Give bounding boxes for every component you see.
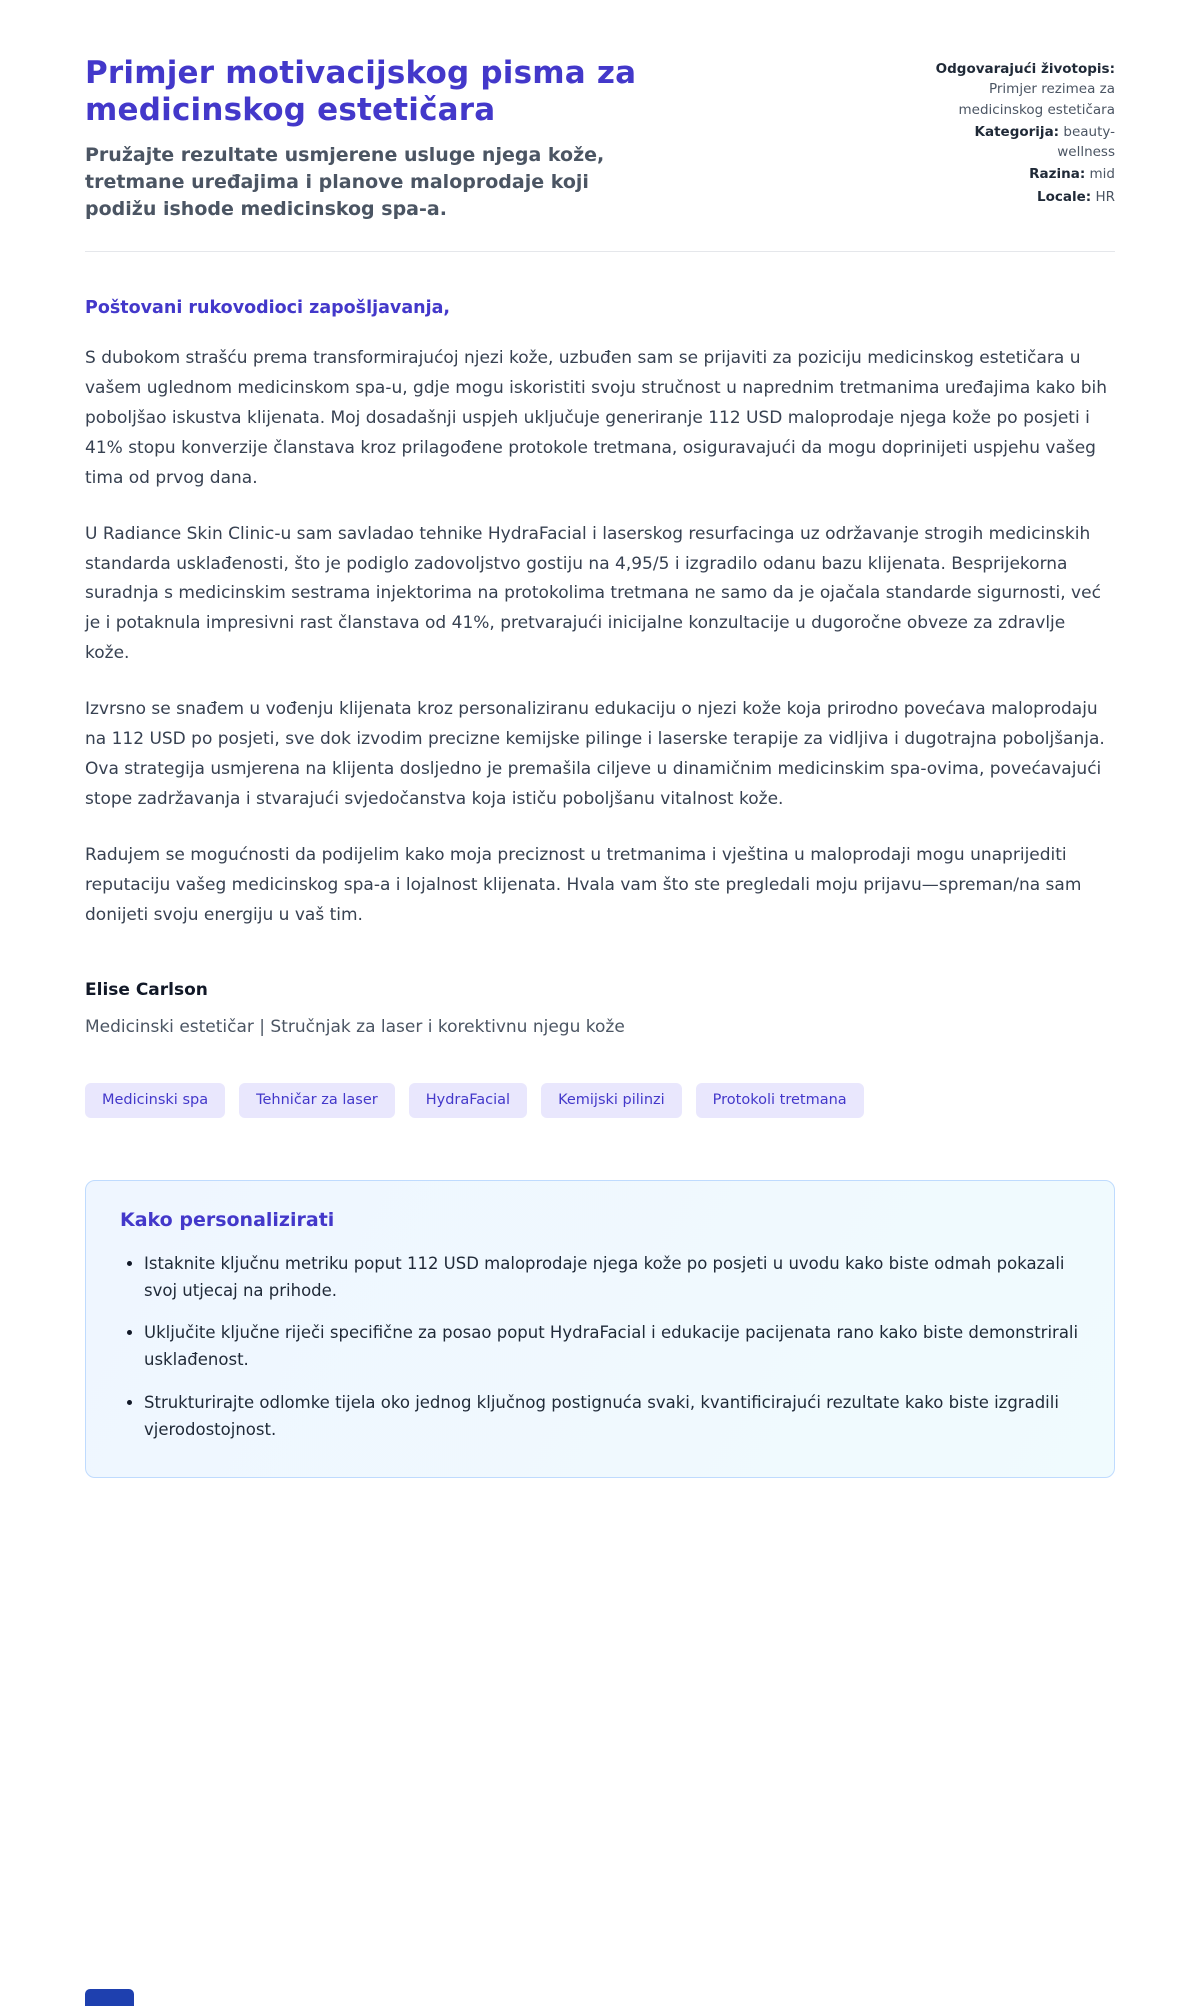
tag-protokoli-tretmana[interactable]: Protokoli tretmana	[696, 1083, 864, 1118]
meta-locale-value: HR	[1095, 188, 1115, 205]
meta-matching-resume-label: Odgovarajući životopis:	[935, 61, 1115, 77]
tag-kemijski-pilinzi[interactable]: Kemijski pilinzi	[541, 1083, 682, 1118]
header-title-block	[85, 55, 745, 223]
tag-list	[85, 1083, 1115, 1118]
header-divider	[85, 251, 1115, 252]
tag-medicinski-spa[interactable]: Medicinski spa	[85, 1083, 225, 1118]
meta-category	[920, 122, 1115, 163]
meta-level	[920, 164, 1115, 184]
meta-locale	[920, 187, 1115, 207]
callout-list	[120, 1251, 1080, 1443]
meta-matching-resume	[920, 59, 1115, 120]
personalization-callout	[85, 1180, 1115, 1478]
meta-category-value: beauty-wellness	[1057, 123, 1115, 160]
meta-locale-label: Locale:	[1036, 188, 1092, 205]
letter-body	[85, 298, 1115, 1037]
letter-paragraph: U Radiance Skin Clinic-u sam savladao tehnike HydraFacial i laserskog resurfacinga uz održavanje strogih medicinskih standarda usklađenosti, što je podiglo zadovoljstvo gostiju na 4,95/5 i izgradilo odanu bazu klijenata. Besprijekorna suradnja s medicinskim sestrama injektorima na protokolima tretmana ne samo da je ojačala standarde sigurnosti, već je i potaknula impresivni rast članstava od 41%, pretvarajući inicijalne konzultacije u dugoročne obveze za zdravlje kože.	[85, 523, 1101, 664]
meta-level-value: mid	[1089, 166, 1115, 183]
signature-name: Elise Carlson	[85, 980, 208, 1001]
meta-category-label: Kategorija:	[974, 123, 1060, 140]
partial-bottom-element[interactable]	[85, 1989, 134, 2006]
letter-salutation: Poštovani rukovodioci zapošljavanja,	[85, 298, 451, 319]
meta-panel	[920, 55, 1115, 223]
tag-tehnicar-za-laser[interactable]: Tehničar za laser	[239, 1083, 395, 1118]
signature-role: Medicinski estetičar | Stručnjak za laser i korektivnu njegu kože	[85, 1017, 625, 1038]
meta-matching-resume-value: Primjer rezimea za medicinskog estetičara	[958, 81, 1115, 118]
callout-item: • Strukturirajte odlomke tijela oko jednog ključnog postignuća svaki, kvantificirajući rezultate kako biste izgradili vjerodostojnost.	[144, 1390, 1080, 1443]
page-header	[85, 55, 1115, 223]
tag-hydrafacial[interactable]: HydraFacial	[409, 1083, 527, 1118]
letter-paragraph: S dubokom strašću prema transformirajućoj njezi kože, uzbuđen sam se prijaviti za poziciju medicinskog estetičara u vašem uglednom medicinskom spa-u, gdje mogu iskoristiti svoju stručnost u naprednim tretmanima uređajima kako bih poboljšao iskustva klijenata. Moj dosadašnji uspjeh uključuje generiranje 112 USD maloprodaje njega kože po posjeti i 41% stopu konverzije članstava kroz prilagođene protokole tretmana, osiguravajući da mogu doprinijeti uspjehu vašeg tima od prvog dana.	[85, 348, 1108, 488]
meta-level-label: Razina:	[1029, 166, 1086, 183]
callout-item: • Istaknite ključnu metriku poput 112 USD maloprodaje njega kože po posjeti u uvodu kako biste odmah pokazali svoj utjecaj na prihode.	[144, 1251, 1080, 1304]
letter-paragraph: Radujem se mogućnosti da podijelim kako moja preciznost u tretmanima i vještina u maloprodaji mogu unaprijediti reputaciju vašeg medicinskog spa-a i lojalnost klijenata. Hvala vam što ste pregledali moju prijavu—spreman/na sam donijeti svoju energiju u vaš tim.	[85, 844, 1082, 925]
page-title: Primjer motivacijskog pisma za medicinskog estetičara	[85, 55, 637, 128]
letter-paragraph: Izvrsno se snađem u vođenju klijenata kroz personaliziranu edukaciju o njezi kože koja prirodno povećava maloprodaju na 112 USD po posjeti, sve dok izvodim precizne kemijske pilinge i laserske terapije za vidljiva i dugotrajna poboljšanja. Ova strategija usmjerena na klijenta dosljedno je premašila ciljeve u dinamičnim medicinskim spa-ovima, povećavajući stope zadržavanja i stvarajući svjedočanstva koja ističu poboljšanu vitalnost kože.	[85, 699, 1105, 809]
page-subtitle: Pružajte rezultate usmjerene usluge njega kože, tretmane uređajima i planove maloprodaje koji podižu ishode medicinskog spa-a.	[85, 144, 605, 221]
callout-item: • Uključite ključne riječi specifične za posao poput HydraFacial i edukacije pacijenata rano kako biste demonstrirali usklađenost.	[144, 1320, 1080, 1373]
callout-title: Kako personalizirati	[120, 1208, 335, 1231]
